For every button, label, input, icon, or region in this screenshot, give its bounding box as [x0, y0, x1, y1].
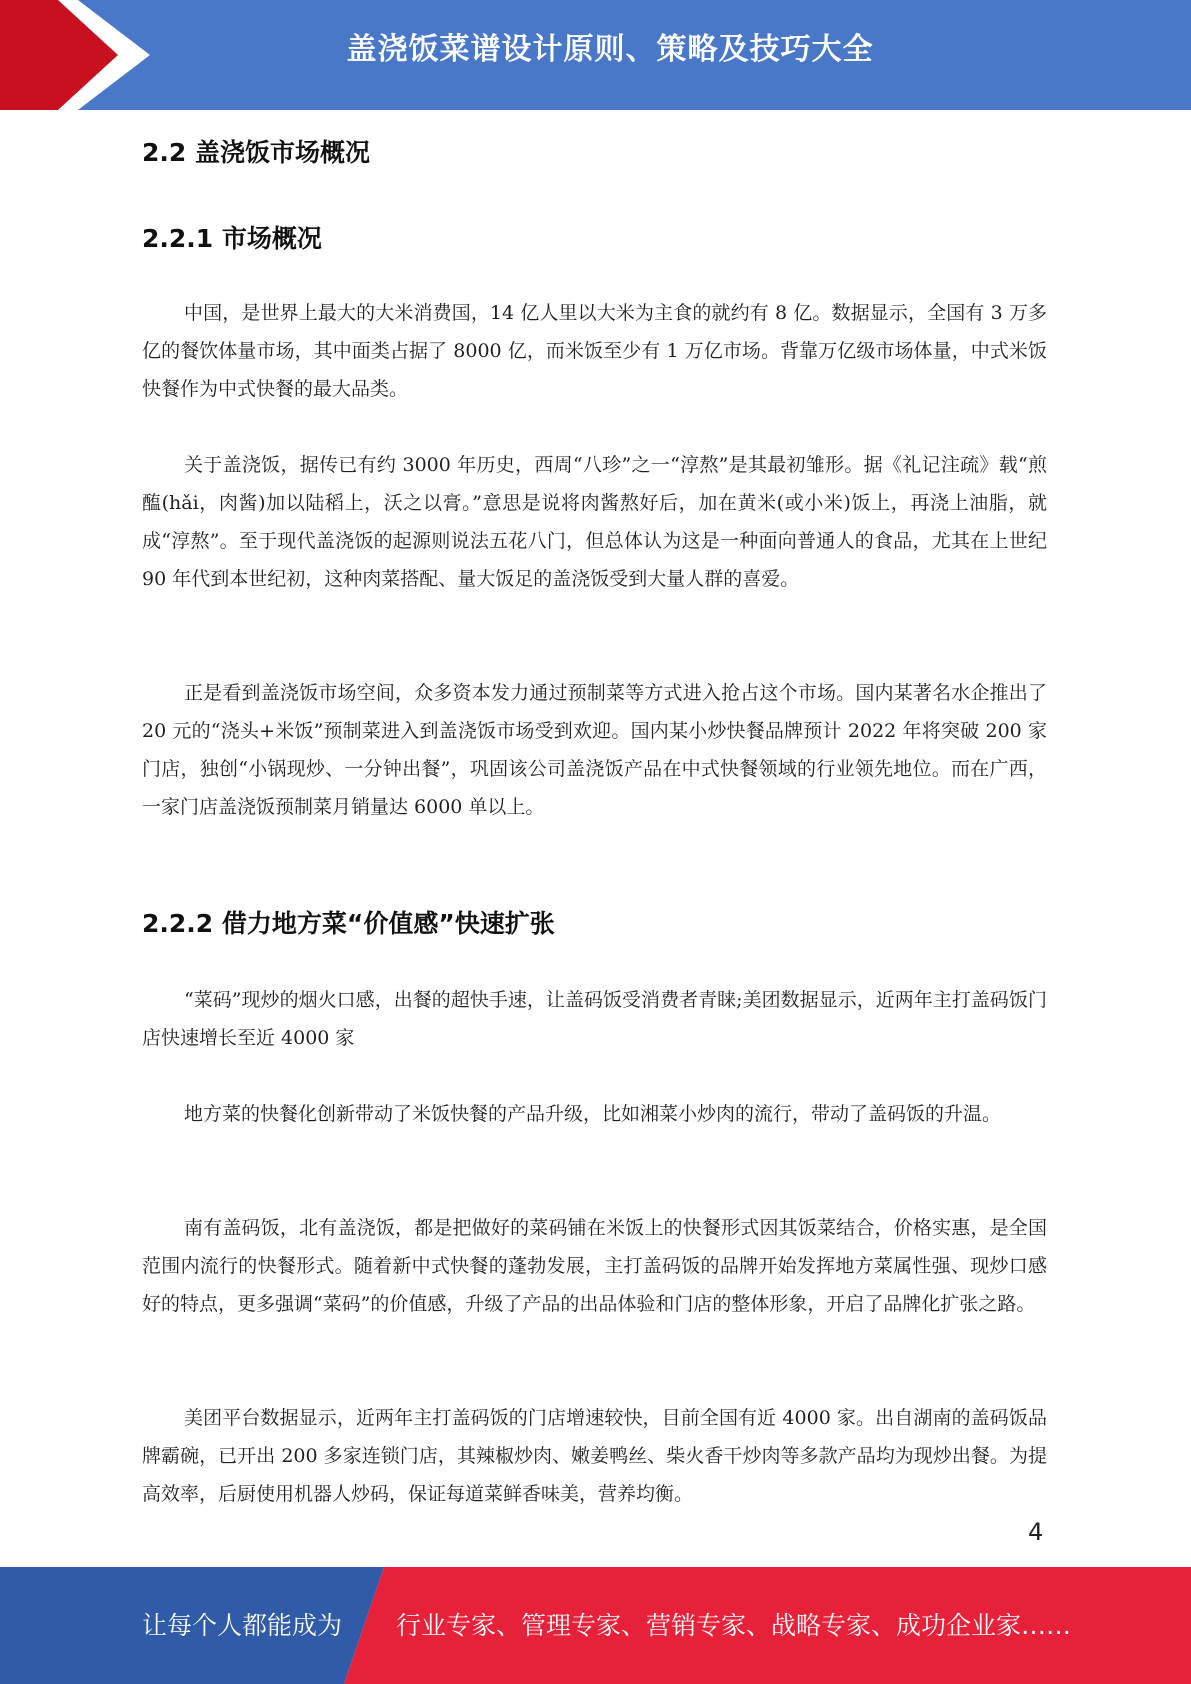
- paragraph: 地方菜的快餐化创新带动了米饭快餐的产品升级，比如湘菜小炒肉的流行，带动了盖码饭的升温。: [184, 1103, 1002, 1125]
- paragraph: 中国，是世界上最大的大米消费国，14 亿人里以大米为主食的就约有 8 亿。数据显示，全国有 3 万多亿的餐饮体量市场，其中面类占据了 8000 亿，而米饭至少有 1 万亿市场。背靠万亿级市场体量，中式米饭快餐作为中式快餐的最大品类。: [142, 302, 1047, 400]
- header-arrow-decoration: [0, 0, 160, 110]
- paragraph: 美团平台数据显示，近两年主打盖码饭的门店增速较快，目前全国有近 4000 家。出自湖南的盖码饭品牌霸碗，已开出 200 多家连锁门店，其辣椒炒肉、嫩姜鸭丝、柴火香干炒肉等多款产品均为现炒出餐。为提高效率，后厨使用机器人炒码，保证每道菜鲜香味美，营养均衡。: [142, 1407, 1047, 1505]
- paragraph: 正是看到盖浇饭市场空间，众多资本发力通过预制菜等方式进入抢占这个市场。国内某著名水企推出了 20 元的“浇头+米饭”预制菜进入到盖浇饭市场受到欢迎。国内某小炒快餐品牌预计 2022 年将突破 200 家门店，独创“小锅现炒、一分钟出餐”，巩固该公司盖浇饭产品在中式快餐领域的行业领先地位。而在广西，一家门店盖浇饭预制菜月销量达 6000 单以上。: [142, 682, 1047, 818]
- document-title: 盖浇饭菜谱设计原则、策略及技巧大全: [346, 32, 874, 67]
- paragraph: “菜码”现炒的烟火口感，出餐的超快手速，让盖码饭受消费者青睐;美团数据显示，近两年主打盖码饭门店快速增长至近 4000 家: [142, 989, 1047, 1049]
- subsection-heading-local-cuisine-expansion: 2.2.2 借力地方菜“价值感”快速扩张: [142, 909, 555, 938]
- footer-slogan-left: 让每个人都能成为: [142, 1611, 343, 1640]
- page-footer-band: [0, 1567, 1191, 1684]
- footer-slogan-right: 行业专家、管理专家、营销专家、战略专家、成功企业家……: [396, 1611, 1072, 1640]
- section-heading: 2.2 盖浇饭市场概况: [142, 138, 370, 167]
- page-number: 4: [1028, 1518, 1044, 1546]
- subsection-heading-market-overview: 2.2.1 市场概况: [142, 224, 322, 253]
- page-header-band: [0, 0, 1191, 110]
- paragraph: 南有盖码饭，北有盖浇饭，都是把做好的菜码铺在米饭上的快餐形式因其饭菜结合，价格实惠，是全国范围内流行的快餐形式。随着新中式快餐的蓬勃发展，主打盖码饭的品牌开始发挥地方菜属性强、现炒口感好的特点，更多强调“菜码”的价值感，升级了产品的出品体验和门店的整体形象，开启了品牌化扩张之路。: [142, 1217, 1047, 1315]
- paragraph: 关于盖浇饭，据传已有约 3000 年历史，西周“八珍”之一“淳熬”是其最初雏形。据《礼记注疏》载“煎醢(hǎi，肉酱)加以陆稻上，沃之以膏。”意思是说将肉酱熬好后，加在黄米(或小米)饭上，再浇上油脂，就成“淳熬”。至于现代盖浇饭的起源则说法五花八门，但总体认为这是一种面向普通人的食品，尤其在上世纪 90 年代到本世纪初，这种肉菜搭配、量大饭足的盖浇饭受到大量人群的喜爱。: [142, 454, 1047, 590]
